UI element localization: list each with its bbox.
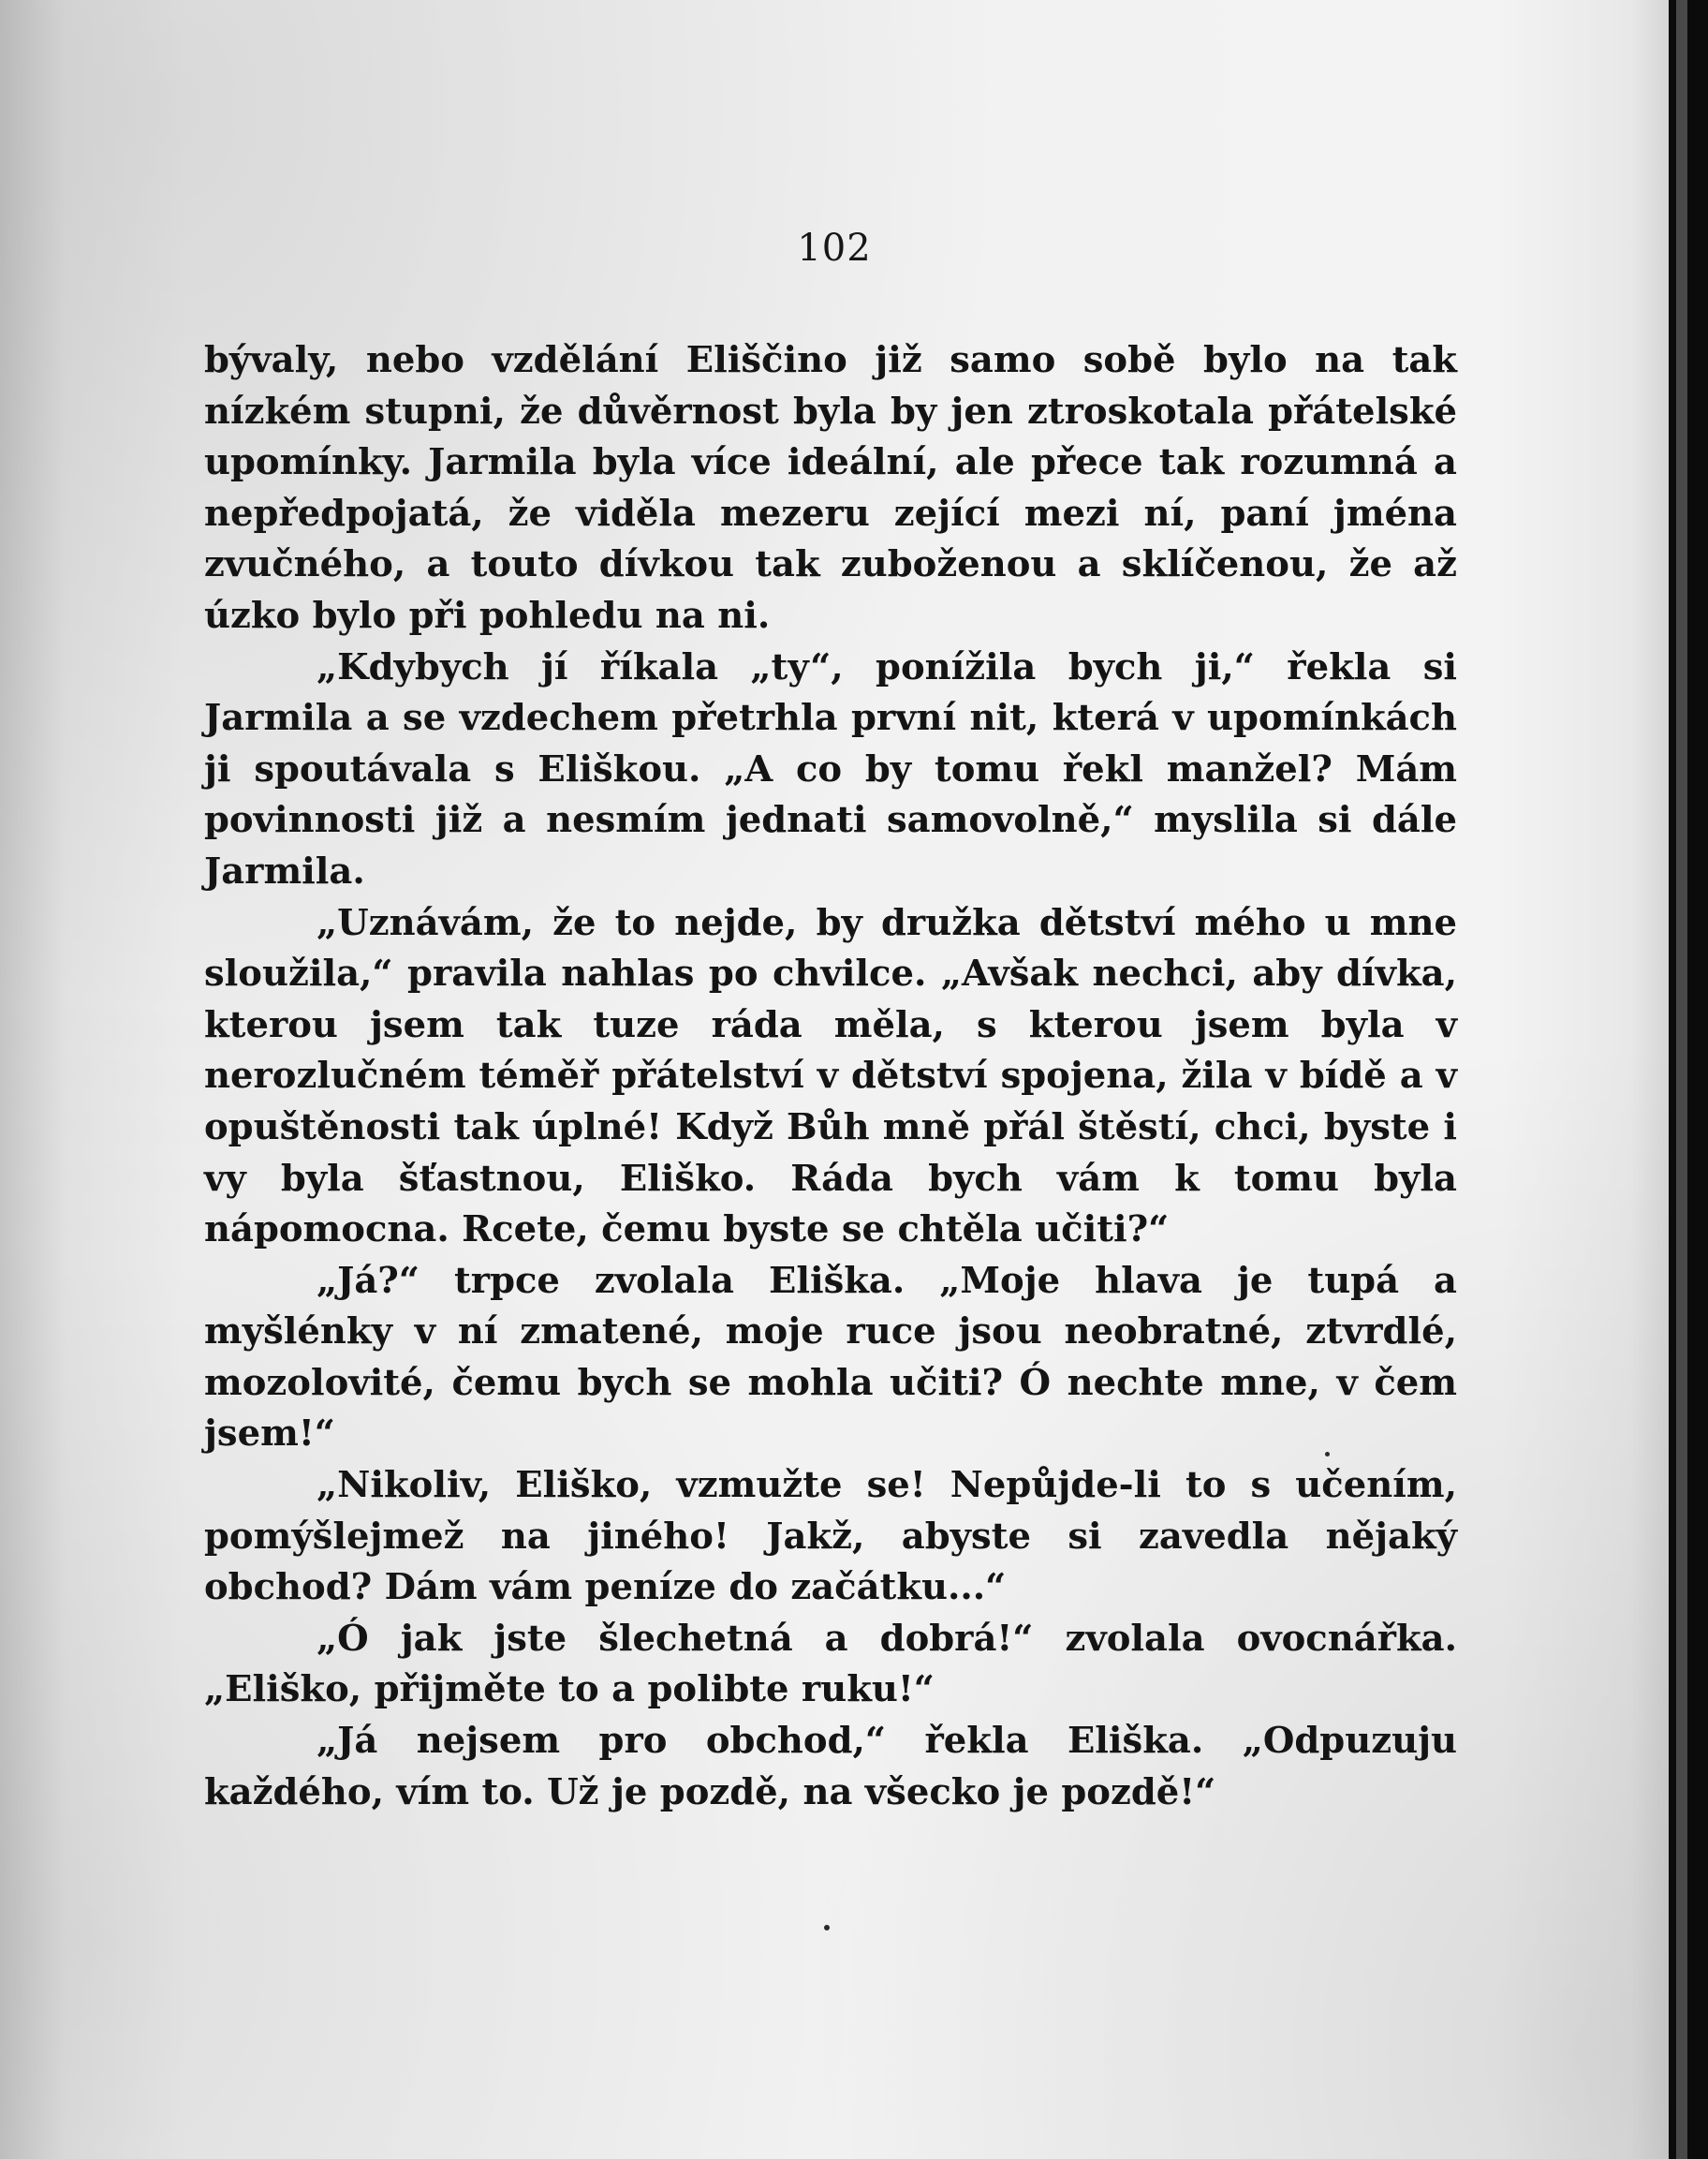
ink-speck xyxy=(1325,1452,1330,1457)
ink-speck xyxy=(824,1925,830,1930)
body-text xyxy=(204,335,1457,1818)
page-number: 102 xyxy=(797,227,872,270)
paragraph-7: „Já nejsem pro obchod,“ řekla Eliška. „Odpuzuju každého, vím to. Už je pozdě, na všecko je pozdě!“ xyxy=(204,1720,1457,1813)
paragraph-6: „Ó jak jste šlechetná a dobrá!“ zvolala ovocnářka. „Eliško, přijměte to a polibte ruku!“ xyxy=(204,1617,1457,1711)
paragraph-3: „Uznávám, že to nejde, by družka dětství mého u mne sloužila,“ pravila nahlas po chvilce. „Avšak nechci, aby dívka, kterou jsem tak tuze ráda měla, s kterou jsem byla v nerozlučném téměř přátelství v dětství spojena, žila v bídě a v opuštěnosti tak úplné! Když Bůh mně přál štěstí, chci, byste i vy byla šťastnou, Eliško. Ráda bych vám k tomu byla nápomocna. Rcete, čemu byste se chtěla učiti?“ xyxy=(204,901,1457,1251)
paragraph-1: bývaly, nebo vzdělání Eliščino již samo sobě bylo na tak nízkém stupni, že důvěrnost byla by jen ztroskotala přátelské upomínky. Jarmila byla více ideální, ale přece tak rozumná a nepředpojatá, že viděla mezeru zející mezi ní, paní jména zvučného, a touto dívkou tak zuboženou a sklíčenou, že až úzko bylo při pohledu na ni. xyxy=(204,339,1457,637)
paragraph-2: „Kdybych jí říkala „ty“, ponížila bych ji,“ řekla si Jarmila a se vzdechem přetrhla první nit, která v upomínkách ji spoutávala s Eliškou. „A co by tomu řekl manžel? Mám povinnosti již a nesmím jednati samovolně,“ myslila si dále Jarmila. xyxy=(204,645,1457,893)
page-edge xyxy=(1676,0,1687,2159)
paragraph-5: „Nikoliv, Eliško, vzmužte se! Nepůjde-li to s učením, pomýšlejmež na jiného! Jakž, abyste si zavedla nějaký obchod? Dám vám peníze do začátku...“ xyxy=(204,1464,1457,1609)
paragraph-4: „Já?“ trpce zvolala Eliška. „Moje hlava je tupá a myšlénky v ní zmatené, moje ruce jsou neobratné, ztvrdlé, mozolovité, čemu bych se mohla učiti? Ó nechte mne, v čem jsem!“ xyxy=(204,1259,1457,1456)
